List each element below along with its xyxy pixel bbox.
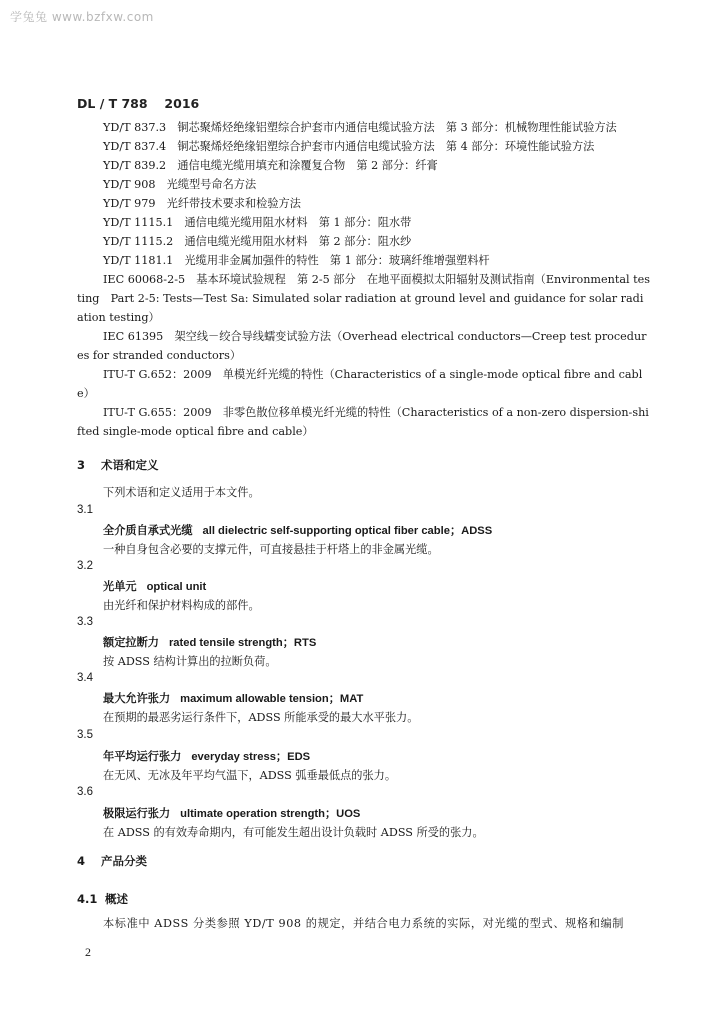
body-paragraph: 本标准中 ADSS 分类参照 YD/T 908 的规定，并结合电力系统的实际，对光缆的型式、规格和编制 bbox=[103, 917, 625, 930]
term-heading bbox=[103, 805, 360, 821]
section-title: 产品分类 bbox=[101, 854, 147, 868]
clause-number: 3.2 bbox=[77, 560, 93, 572]
term-definition: 在预期的最恶劣运行条件下，ADSS 所能承受的最大水平张力。 bbox=[103, 711, 419, 724]
clause-number: 3.4 bbox=[77, 672, 93, 684]
reference-item: IEC 61395 架空线－绞合导线蠕变试验方法（Overhead electrical conductors—Creep test procedures for stranded conductors） bbox=[77, 330, 647, 362]
page-number: 2 bbox=[85, 945, 91, 959]
term-zh: 年平均运行张力 bbox=[103, 750, 182, 763]
reference-item: ITU-T G.652：2009 单模光纤光缆的特性（Characteristics of a single-mode optical fibre and cable） bbox=[77, 368, 643, 400]
reference-item: YD/T 1115.1 通信电缆光缆用阻水材料 第 1 部分：阻水带 bbox=[103, 216, 412, 229]
reference-item: YD/T 839.2 通信电缆光缆用填充和涂覆复合物 第 2 部分：纤膏 bbox=[103, 159, 438, 172]
term-definition: 一种自身包含必要的支撑元件，可直接悬挂于杆塔上的非金属光缆。 bbox=[103, 543, 439, 556]
term-heading bbox=[103, 522, 492, 538]
section-3-intro: 下列术语和定义适用于本文件。 bbox=[103, 486, 260, 499]
term-en: rated tensile strength；RTS bbox=[168, 637, 317, 649]
clause-number: 3.3 bbox=[77, 616, 93, 628]
clause-number: 3.5 bbox=[77, 729, 93, 741]
section-3-heading bbox=[77, 457, 159, 473]
term-zh: 额定拉断力 bbox=[103, 636, 159, 649]
reference-item: YD/T 908 光缆型号命名方法 bbox=[103, 178, 257, 191]
reference-item: ITU-T G.655：2009 非零色散位移单模光纤光缆的特性（Characteristics of a non-zero dispersion-shifted single-mode optical fibre and cable） bbox=[77, 406, 649, 438]
term-definition: 由光纤和保护材料构成的部件。 bbox=[103, 599, 260, 612]
standard-id: DL / T 788 2016 bbox=[77, 96, 200, 111]
normative-references bbox=[77, 118, 650, 441]
section-title: 术语和定义 bbox=[101, 458, 159, 472]
term-definition: 在 ADSS 的有效寿命期内，有可能发生超出设计负载时 ADSS 所受的张力。 bbox=[103, 826, 484, 839]
section-4-heading bbox=[77, 853, 147, 869]
term-en: maximum allowable tension；MAT bbox=[180, 693, 364, 705]
term-heading bbox=[103, 578, 206, 594]
term-zh: 全介质自承式光缆 bbox=[103, 524, 193, 537]
term-definition: 在无风、无冰及年平均气温下，ADSS 弧垂最低点的张力。 bbox=[103, 769, 397, 782]
term-en: ultimate operation strength；UOS bbox=[180, 808, 361, 820]
term-zh: 极限运行张力 bbox=[103, 807, 171, 820]
term-zh: 最大允许张力 bbox=[103, 692, 171, 705]
term-en: everyday stress；EDS bbox=[191, 751, 311, 763]
reference-item: YD/T 1181.1 光缆用非金属加强件的特性 第 1 部分：玻璃纤维增强塑料杆 bbox=[103, 254, 490, 267]
term-definition: 按 ADSS 结构计算出的拉断负荷。 bbox=[103, 655, 277, 668]
section-number: 4 bbox=[77, 854, 86, 868]
term-zh: 光单元 bbox=[103, 580, 137, 593]
reference-item: IEC 60068-2-5 基本环境试验规程 第 2-5 部分 在地平面模拟太阳辐射及测试指南（Environmental testing Part 2-5: Tests—Test Sa: Simulated solar radiation at ground level and guidance for solar radiation testing） bbox=[77, 273, 650, 324]
subsection-number: 4.1 bbox=[77, 892, 98, 906]
term-en: optical unit bbox=[146, 581, 207, 593]
watermark: 学兔兔 www.bzfxw.com bbox=[10, 10, 154, 24]
term-heading bbox=[103, 634, 316, 650]
clause-number: 3.6 bbox=[77, 786, 93, 798]
term-heading bbox=[103, 690, 363, 706]
reference-item: YD/T 837.3 铜芯聚烯烃绝缘铝塑综合护套市内通信电缆试验方法 第 3 部分：机械物理性能试验方法 bbox=[103, 121, 617, 134]
section-number: 3 bbox=[77, 458, 86, 472]
clause-number: 3.1 bbox=[77, 504, 93, 516]
subsection-4-1-heading bbox=[77, 891, 128, 907]
reference-item: YD/T 979 光纤带技术要求和检验方法 bbox=[103, 197, 301, 210]
term-heading bbox=[103, 748, 310, 764]
reference-item: YD/T 837.4 铜芯聚烯烃绝缘铝塑综合护套市内通信电缆试验方法 第 4 部分：环境性能试验方法 bbox=[103, 140, 595, 153]
reference-item: YD/T 1115.2 通信电缆光缆用阻水材料 第 2 部分：阻水纱 bbox=[103, 235, 412, 248]
subsection-title: 概述 bbox=[105, 892, 128, 906]
term-en: all dielectric self-supporting optical fiber cable；ADSS bbox=[202, 525, 493, 537]
